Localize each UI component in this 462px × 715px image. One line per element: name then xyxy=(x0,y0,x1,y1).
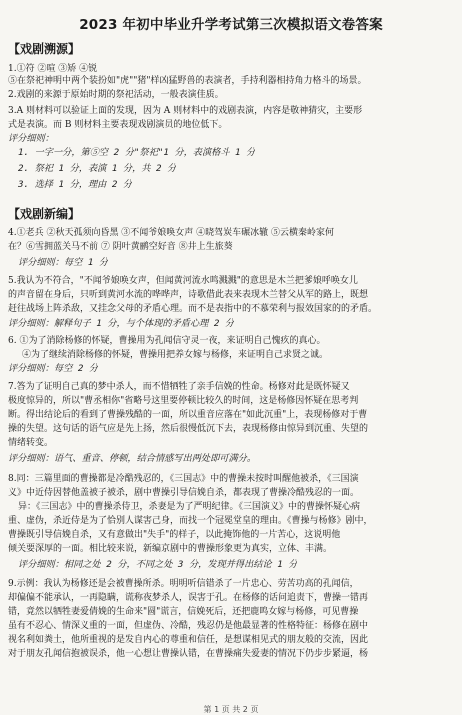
scoring-rule-line: 评分细则：语气、重音、停顿，结合情感写出两处即可满分。 xyxy=(8,453,257,464)
scoring-rule-line: 评分细则：解释句子 1 分，与个体现的矛盾心理 2 分 xyxy=(8,318,235,329)
answer-line: 5.我认为不符合，"不闻爷娘唤女声，但闻黄河流水鸣溅溅"的意思是木兰把爹娘呼唤女儿 xyxy=(8,276,358,286)
scoring-rule-line: 评分细则：相同之处 2 分，不同之处 3 分，发现并得出结论 1 分 xyxy=(18,559,298,570)
answer-line: 3.A 则材料可以验证上面的发现，因为 A 则材料中的戏剧表演，内容是敬神猜灾，主要形 xyxy=(8,106,363,116)
answer-line: 在？⑥雪拥蓝关马不前 ⑦ 阴叶黄鹂空好音 ⑧井上生旅葵 xyxy=(8,242,233,252)
answer-line: 倾关要深厚的一面。相比较来说，新编京剧中的曹操形象更为真实，立体、丰满。 xyxy=(8,544,333,554)
answer-line: 7.答为了证明自己真的梦中杀人，而不惜牺牲了亲手信娩的性命。杨修对此是既怀疑又 xyxy=(8,382,350,392)
answer-line: 错，竟然以牺牲妻爱倩娩的生命来"圆"谎言，信娩死后，还把鹿鸣女嫁与杨修，可见曹操 xyxy=(8,607,359,617)
answer-line: 视名利如粪土，他所重视的是发自内心的尊重和信任，是想谋相见式的朋友般的交流，因此 xyxy=(8,635,369,645)
answer-line: 重、虚伪，杀近侍是为了恰别人谋害己身，而找一个冠冕堂皇的理由。《曹操与杨修》剧中， xyxy=(8,516,373,526)
answer-line: 极度惊异的，所以"曹丞相你"省略号这里要停顿比较久的时间，这是杨修因怀疑在思考判 xyxy=(8,396,359,406)
answer-line: 8.同：三篇里面的曹操都是冷酷残忍的，《三国志》中的曹操未按时叫醒他被杀，《三国演 xyxy=(8,474,359,484)
answer-line: 9.示例：我认为杨修还是会被曹操所杀。明明听信错杀了一片忠心、劳苦功高的孔闻信， xyxy=(8,579,359,589)
answer-line: 虽有不忍心、情深义重的一面，但虚伪、冷酷，残忍仍是他最显著的性格特征：杨修在剧中 xyxy=(8,621,369,631)
answer-line: 2.戏剧的来源于原始时期的祭祀活动，一般表演佳质。 xyxy=(8,90,224,100)
answer-line: 却偏偏不能承认，一再隐瞒，谎称夜梦杀人，误害于孔。在杨修的话问追责下，曹操一错再 xyxy=(8,593,369,603)
answer-line: ④为了继续消除杨修的怀疑，曹操用把养女嫁与杨修，来证明自己求贤之诚。 xyxy=(22,350,329,360)
answer-line: ⑤在祭祀神明中两个装扮如"虎""猪"样凶猛野兽的表演者，手持利器相持角力格斗的场景。 xyxy=(8,76,367,86)
answer-line: 6. ①为了消除杨修的怀疑，曹操用为孔闻信守灵一夜，来证明自己愧疚的真心。 xyxy=(8,336,326,346)
answer-line: 式是表演。而 B 则材料主要表现戏剧演员的地位低下。 xyxy=(8,120,228,130)
scoring-rule-line: 2. 祭祀 1 分，表演 1 分，共 2 分 xyxy=(18,163,177,174)
section-heading-new: 【戏剧新编】 xyxy=(8,207,81,221)
scoring-rule-line: 评分细则：每空 1 分 xyxy=(18,257,109,268)
answer-line: 异：《三国志》中的曹操杀侍卫，杀妻是为了严明纪律。《三国演义》中的曹操怀疑心病 xyxy=(18,502,361,512)
answer-line: 义》中近侍因替他盖被子被杀，剧中曹操引导信娩自杀，都表现了曹操冷酷残忍的一面。 xyxy=(8,488,360,498)
answer-line: 曹操既引导信娩自杀，又有意做出"失手"的样子，以此掩饰他的一片苦心，这说明他 xyxy=(8,530,341,540)
answer-line: 1.①符 ②喧 ③矫 ④锐 xyxy=(8,64,98,74)
answer-line: 操的失望。这句话的语气应是先上扬，然后很慢低沉下去，表现杨修由惊异到沉重、失望的 xyxy=(8,424,369,434)
answer-line: 情绪转变。 xyxy=(8,438,54,448)
answer-line: 赶往战场上阵杀敌，又挂念父母的矛盾心理。而不是表指中的不慕荣利与报效国家的的矛盾。 xyxy=(8,304,378,314)
answer-line: 对于朋友孔闻信抱被误杀，他一心想让曹操认错，在曹操痛失爱妻的情况下仍步步紧逼，杨 xyxy=(8,649,369,659)
answer-line: 4.①老兵 ②秋天孤须向昏黑 ③不闻爷娘唤女声 ④晓驾炭车碾冰辙 ⑤云横秦岭家何 xyxy=(8,228,335,238)
answer-line: 断。得出结论后的看到了曹操残酷的一面，所以重音应落在"如此沉重"上，表现杨修对于曹 xyxy=(8,410,368,420)
page-footer: 第 1 页 共 2 页 xyxy=(203,705,259,714)
section-heading-origin: 【戏剧溯源】 xyxy=(8,42,81,56)
answer-line: 的声音留在身后，只听到黄河水流的哗哗声，诗歌借此表来表现木兰替父从军的路上，既想 xyxy=(8,290,369,300)
scoring-rule-line: 3. 选择 1 分，理由 2 分 xyxy=(18,179,133,190)
page-title: 2023 年初中毕业升学考试第三次模拟语文卷答案 xyxy=(79,17,383,33)
scoring-rule-line: 评分细则：每空 2 分 xyxy=(8,363,99,374)
scoring-rules-heading: 评分细则： xyxy=(8,133,54,144)
scoring-rule-line: 1. 一字一分，第⑤空 2 分"祭祀"1 分，表演格斗 1 分 xyxy=(18,147,256,158)
